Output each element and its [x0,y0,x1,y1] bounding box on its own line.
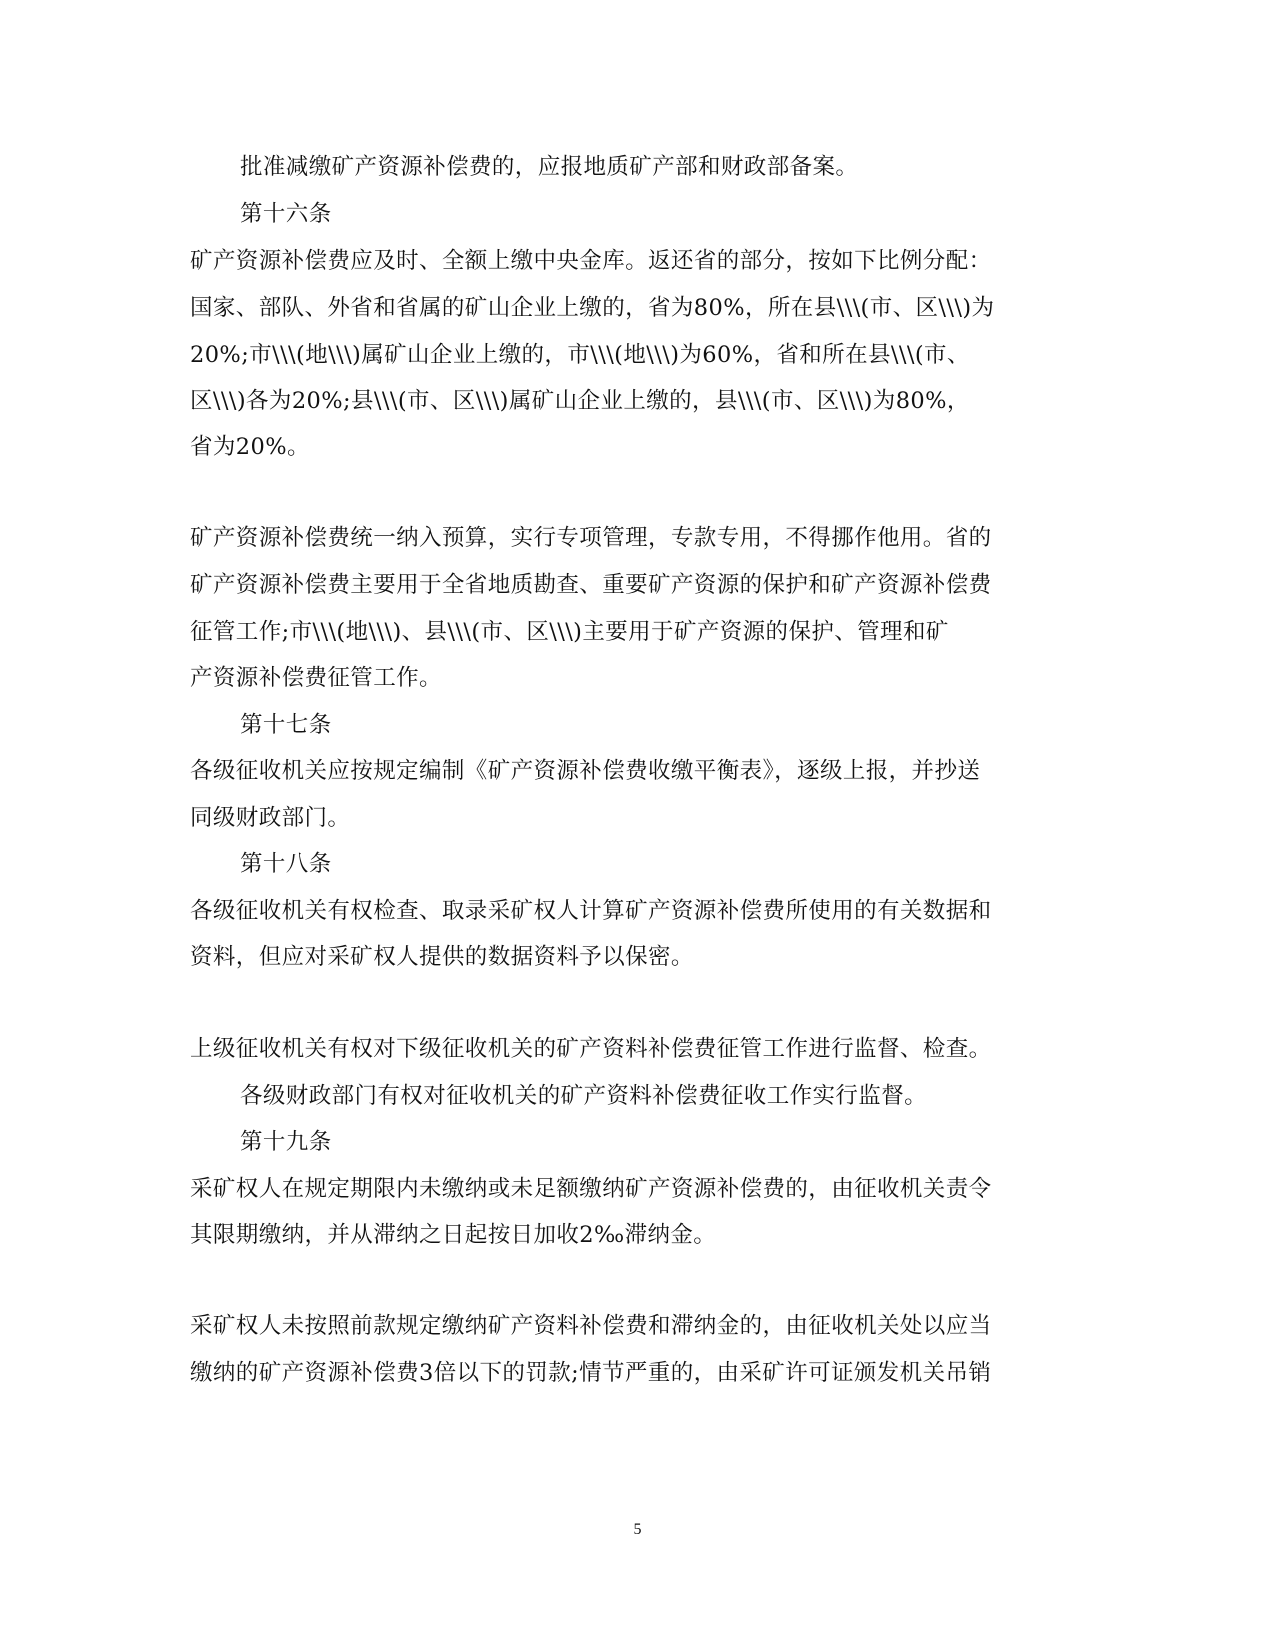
paragraph-line: 矿产资源补偿费统一纳入预算，实行专项管理，专款专用，不得挪作他用。省的 [190,525,992,551]
article-heading: 第十七条 [240,712,332,738]
page-number: 5 [633,1521,642,1538]
paragraph-line: 其限期缴纳，并从滞纳之日起按日加收2‰滞纳金。 [190,1222,717,1248]
paragraph-line: 缴纳的矿产资源补偿费3倍以下的罚款;情节严重的，由采矿许可证颁发机关吊销 [190,1360,992,1386]
paragraph-line: 采矿权人在规定期限内未缴纳或未足额缴纳矿产资源补偿费的，由征收机关责令 [190,1176,992,1202]
paragraph-line: 各级财政部门有权对征收机关的矿产资料补偿费征收工作实行监督。 [240,1083,928,1109]
paragraph-line: 产资源补偿费征管工作。 [190,665,442,691]
paragraph-line: 同级财政部门。 [190,805,351,831]
paragraph-line: 区\\\)各为20%;县\\\(市、区\\\)属矿山企业上缴的，县\\\(市、区\\\)为80%， [190,388,970,414]
paragraph-line: 矿产资源补偿费应及时、全额上缴中央金库。返还省的部分，按如下比例分配： [190,248,992,274]
paragraph-line: 各级征收机关有权检查、取录采矿权人计算矿产资源补偿费所使用的有关数据和 [190,898,992,924]
paragraph-line: 上级征收机关有权对下级征收机关的矿产资料补偿费征管工作进行监督、检查。 [190,1036,992,1062]
article-heading: 第十六条 [240,201,332,227]
paragraph-line: 采矿权人未按照前款规定缴纳矿产资料补偿费和滞纳金的，由征收机关处以应当 [190,1313,992,1339]
paragraph-line: 各级征收机关应按规定编制《矿产资源补偿费收缴平衡表》，逐级上报，并抄送 [190,758,981,784]
paragraph-line: 20%;市\\\(地\\\)属矿山企业上缴的，市\\\(地\\\)为60%，省和所在县\\\(市、 [190,342,970,368]
paragraph-line: 资料，但应对采矿权人提供的数据资料予以保密。 [190,944,694,970]
paragraph-line: 矿产资源补偿费主要用于全省地质勘查、重要矿产资源的保护和矿产资源补偿费 [190,572,992,598]
paragraph-line: 批准减缴矿产资源补偿费的，应报地质矿产部和财政部备案。 [240,154,859,180]
paragraph-line: 征管工作;市\\\(地\\\)、县\\\(市、区\\\)主要用于矿产资源的保护、管理和矿 [190,619,949,645]
article-heading: 第十八条 [240,851,332,877]
article-heading: 第十九条 [240,1129,332,1155]
paragraph-line: 省为20%。 [190,434,310,460]
paragraph-line: 国家、部队、外省和省属的矿山企业上缴的，省为80%，所在县\\\(市、区\\\)为 [190,295,995,321]
